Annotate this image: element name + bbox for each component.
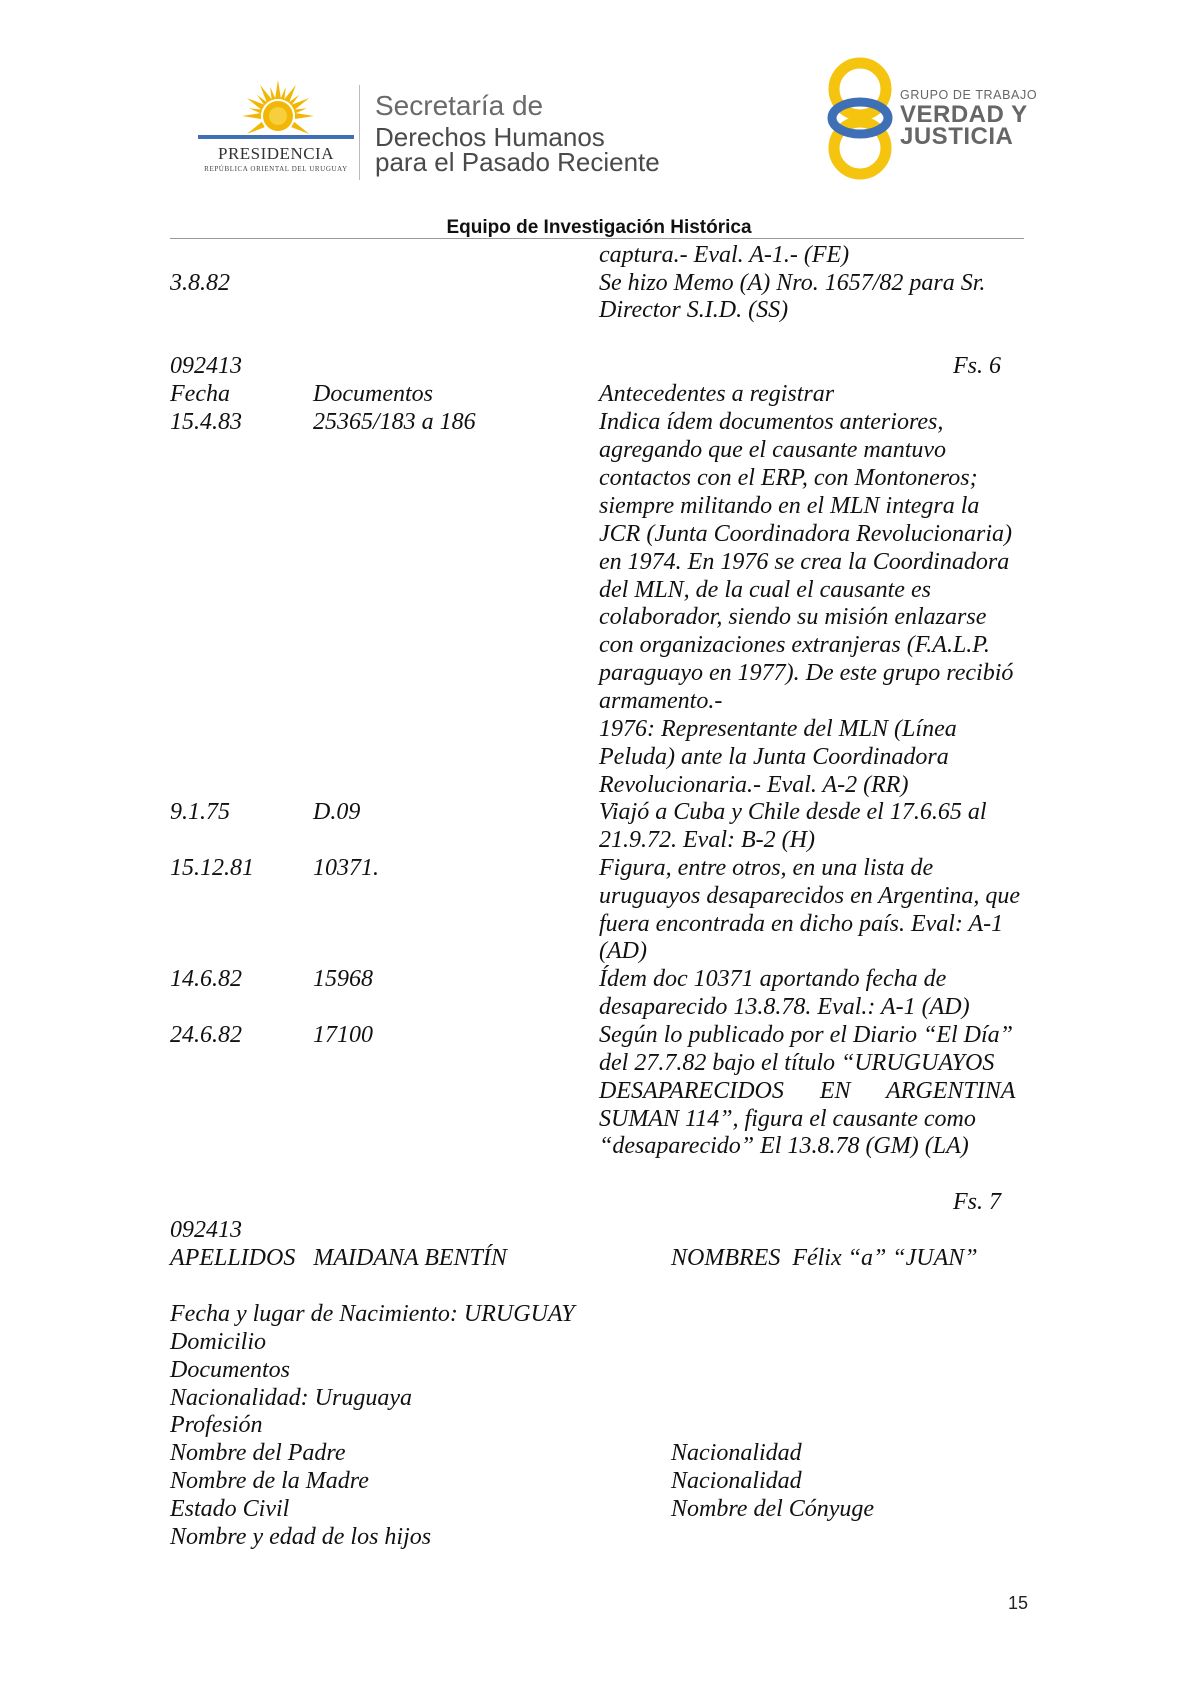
field-label: Nombre del Cónyuge: [671, 1496, 875, 1522]
row-text-line: Indica ídem documentos anteriores,: [599, 409, 944, 435]
field-label: Nombre del Padre: [170, 1440, 346, 1466]
block1-line-a: captura.- Eval. A-1.- (FE): [599, 242, 850, 268]
column-header-documents: Documentos: [313, 381, 433, 407]
row-document: 15968: [313, 966, 373, 992]
row-date: 15.12.81: [170, 855, 254, 881]
row-text-line: del 27.7.82 bajo el título “URUGUAYOS: [599, 1050, 995, 1076]
row-text-line: agregando que el causante mantuvo: [599, 437, 947, 463]
row-text-line: Peluda) ante la Junta Coordinadora: [599, 744, 949, 770]
row-text-line: Revolucionaria.- Eval. A-2 (RR): [599, 772, 909, 798]
logo-divider: [359, 85, 360, 180]
row-document: D.09: [313, 799, 361, 825]
row-text-line: del MLN, de la cual el causante es: [599, 577, 931, 603]
field-label: Nacionalidad: Uruguaya: [170, 1385, 412, 1411]
grupo-line-2: VERDAD Y: [900, 101, 1028, 128]
row-text-line: DESAPARECIDOS EN ARGENTINA: [599, 1078, 1016, 1104]
block1-line-b: Se hizo Memo (A) Nro. 1657/82 para Sr.: [599, 270, 986, 296]
row-text-line: contactos con el ERP, con Montoneros;: [599, 465, 978, 491]
row-text-line: Ídem doc 10371 aportando fecha de: [599, 966, 947, 992]
fs7-code: 092413: [170, 1217, 242, 1243]
row-document: 17100: [313, 1022, 373, 1048]
field-label: Estado Civil: [170, 1496, 290, 1522]
field-label: Profesión: [170, 1412, 263, 1438]
team-title: Equipo de Investigación Histórica: [446, 217, 752, 238]
row-text-line: JCR (Junta Coordinadora Revolucionaria): [599, 521, 1013, 547]
grupo-line-3: JUSTICIA: [900, 123, 1014, 150]
block1-date: 3.8.82: [170, 270, 230, 296]
row-date: 14.6.82: [170, 966, 242, 992]
field-label: Fecha y lugar de Nacimiento: URUGUAY: [170, 1301, 575, 1327]
row-text-line: “desaparecido” El 13.8.78 (GM) (LA): [599, 1133, 969, 1159]
nombres-field: NOMBRES Félix “a” “JUAN”: [671, 1245, 978, 1271]
apellidos-field: APELLIDOS MAIDANA BENTÍN: [170, 1245, 507, 1271]
field-label: Documentos: [170, 1357, 290, 1383]
page-number: 15: [1007, 1593, 1028, 1613]
field-label: Nombre de la Madre: [170, 1468, 369, 1494]
row-text-line: paraguayo en 1977). De este grupo recibió: [599, 660, 1014, 686]
row-text-line: uruguayos desaparecidos en Argentina, que: [599, 883, 1021, 909]
row-date: 15.4.83: [170, 409, 242, 435]
presidencia-subtitle: REPÚBLICA ORIENTAL DEL URUGUAY: [204, 165, 348, 173]
header-rule: [170, 238, 1024, 239]
row-text-line: Figura, entre otros, en una lista de: [599, 855, 934, 881]
verdad-justicia-rings-logo: [820, 56, 900, 181]
presidencia-name: PRESIDENCIA: [217, 144, 334, 163]
row-text-line: 21.9.72. Eval: B-2 (H): [599, 827, 815, 853]
row-date: 9.1.75: [170, 799, 230, 825]
secretaria-line-1: Secretaría de: [375, 90, 544, 121]
column-header-date: Fecha: [170, 381, 230, 407]
fs6-code: 092413: [170, 353, 242, 379]
row-text-line: armamento.-: [599, 688, 723, 714]
secretaria-line-2: Derechos Humanos: [375, 122, 605, 152]
field-label: Domicilio: [170, 1329, 266, 1355]
row-text-line: Según lo publicado por el Diario “El Día”: [599, 1022, 1013, 1048]
row-text-line: en 1974. En 1976 se crea la Coordinadora: [599, 549, 1010, 575]
row-text-line: colaborador, siendo su misión enlazarse: [599, 604, 987, 630]
row-text-line: 1976: Representante del MLN (Línea: [599, 716, 957, 742]
secretaria-line-3: para el Pasado Reciente: [375, 147, 660, 177]
fs7-folio: Fs. 7: [953, 1189, 1001, 1215]
column-header-antecedents: Antecedentes a registrar: [599, 381, 835, 407]
fs6-folio: Fs. 6: [953, 353, 1001, 379]
field-label: Nacionalidad: [671, 1468, 802, 1494]
row-text-line: (AD): [599, 938, 647, 964]
row-text-line: SUMAN 114”, figura el causante como: [599, 1106, 976, 1132]
row-text-line: con organizaciones extranjeras (F.A.L.P.: [599, 632, 990, 658]
grupo-line-1: GRUPO DE TRABAJO: [900, 88, 1038, 102]
field-label: Nombre y edad de los hijos: [170, 1524, 432, 1550]
row-document: 10371.: [313, 855, 379, 881]
field-label: Nacionalidad: [671, 1440, 802, 1466]
row-text-line: desaparecido 13.8.78. Eval.: A-1 (AD): [599, 994, 970, 1020]
block1-line-c: Director S.I.D. (SS): [599, 297, 789, 323]
row-document: 25365/183 a 186: [313, 409, 476, 435]
row-date: 24.6.82: [170, 1022, 242, 1048]
row-text-line: fuera encontrada en dicho país. Eval: A-1: [599, 911, 1004, 937]
row-text-line: Viajó a Cuba y Chile desde el 17.6.65 al: [599, 799, 987, 825]
row-text-line: siempre militando en el MLN integra la: [599, 493, 980, 519]
